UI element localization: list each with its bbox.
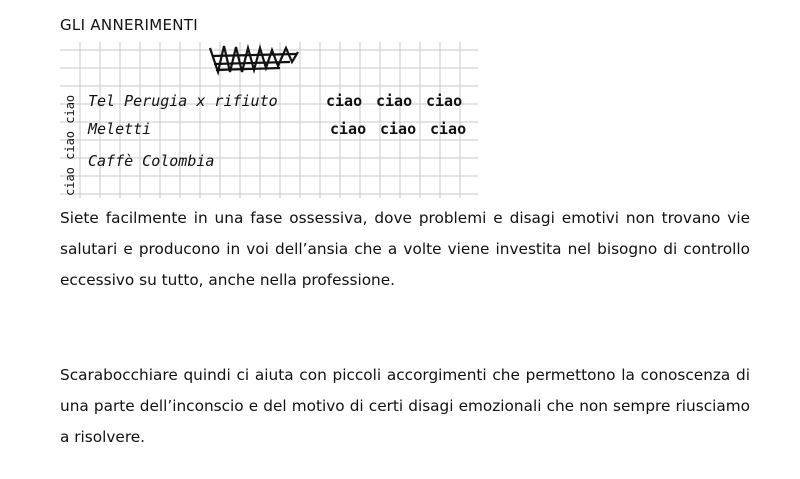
paragraph-2: Scarabocchiare quindi ci aiuta con piccoli accorgimenti che permettono la conoscenza di una parte dell’inconscio e del motivo di certi disagi emozionali che non sempre riusciamo a risolvere. bbox=[60, 366, 750, 446]
page-heading: GLI ANNERIMENTI bbox=[60, 16, 198, 34]
ciao-doodle: ciao bbox=[376, 92, 413, 110]
margin-handwriting: ciao ciao ciao bbox=[63, 94, 77, 196]
handwriting-sample-image bbox=[60, 42, 478, 198]
ciao-doodle: ciao bbox=[380, 120, 417, 138]
ciao-doodle: ciao bbox=[330, 120, 367, 138]
ciao-doodle: ciao bbox=[430, 120, 467, 138]
handwritten-line-1: Tel Perugia x rifiuto bbox=[88, 92, 278, 110]
ciao-doodle: ciao bbox=[426, 92, 463, 110]
handwritten-line-2: Meletti bbox=[88, 120, 152, 138]
paragraph-1: Siete facilmente in una fase ossessiva, dove problemi e disagi emotivi non trovano vie salutari e producono in voi dell’ansia che a volte viene investita nel bisogno di controllo eccessivo su tutto, anche nella professione. bbox=[60, 209, 750, 289]
handwritten-line-3: Caffè Colombia bbox=[88, 152, 215, 170]
ciao-doodle: ciao bbox=[326, 92, 363, 110]
